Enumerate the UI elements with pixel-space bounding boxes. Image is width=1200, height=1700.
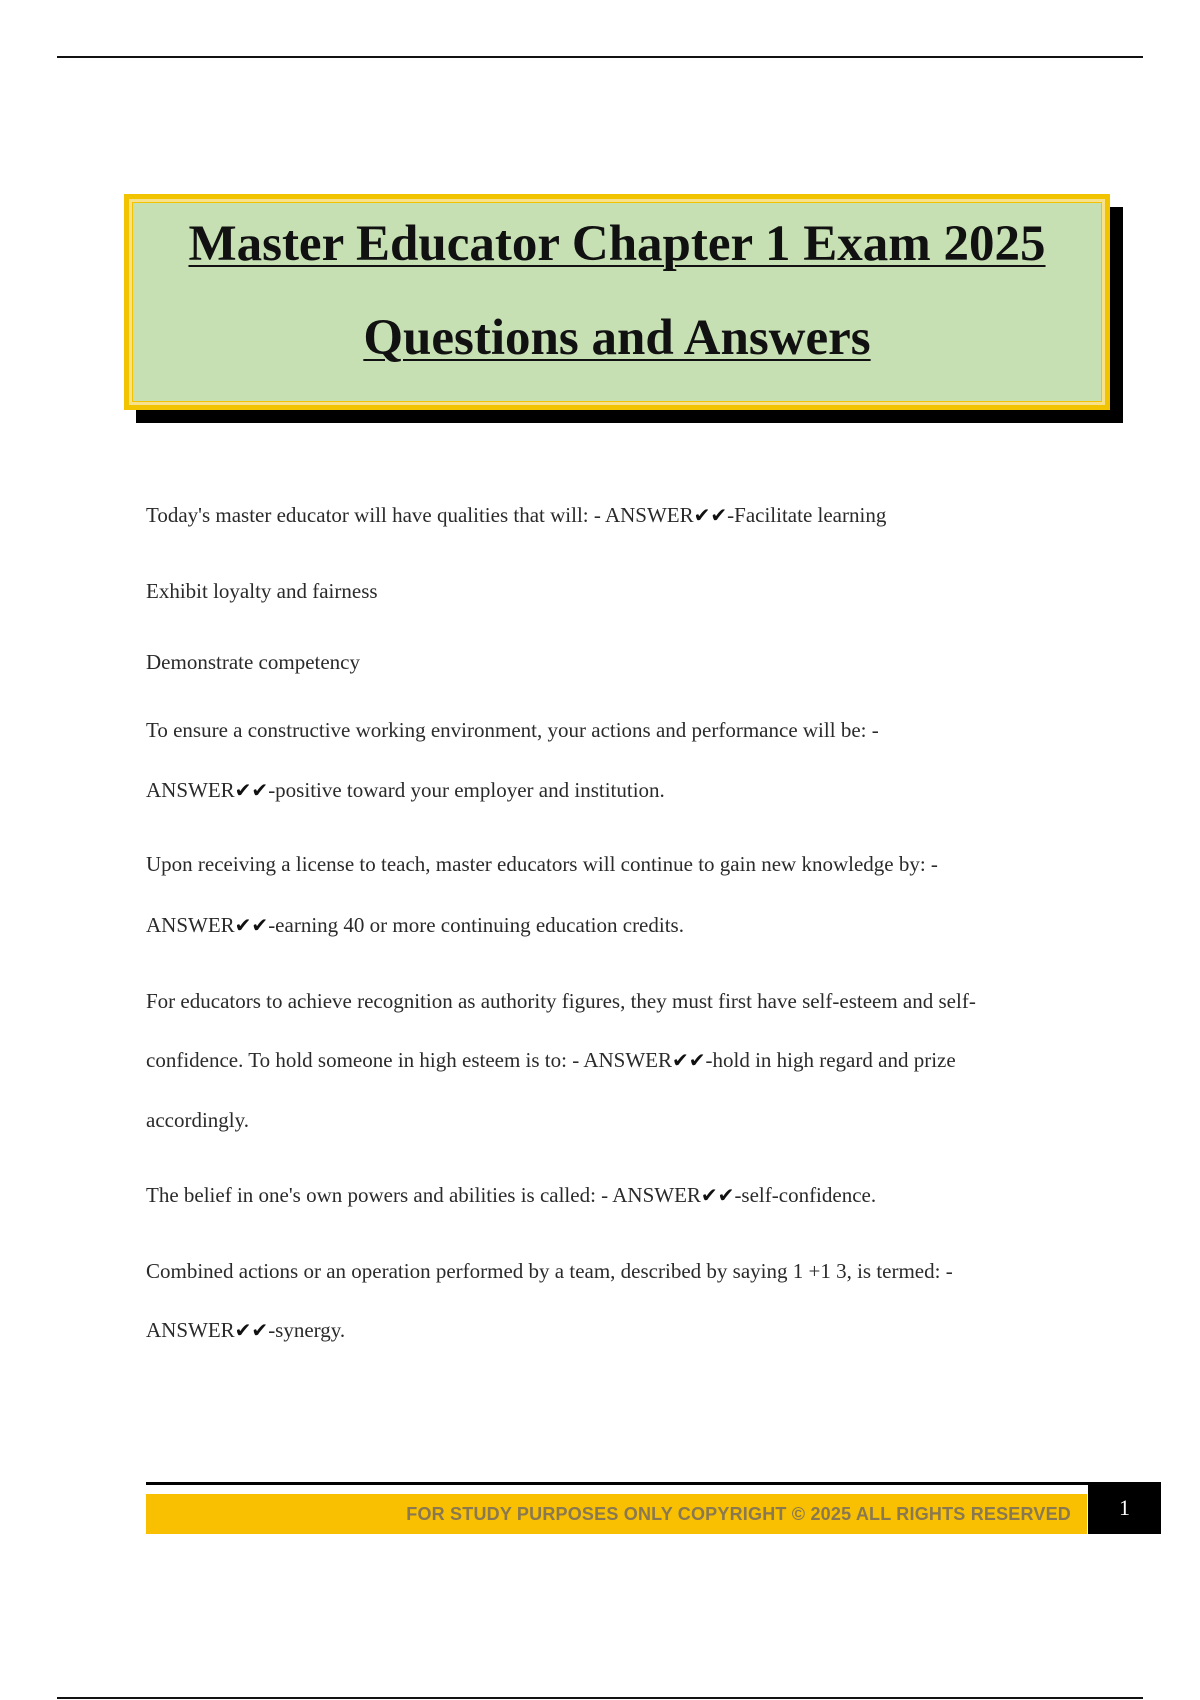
qa-line-9: confidence. To hold someone in high esteem is to: - ANSWER✔✔-hold in high regard and prize [146,1048,956,1072]
qa-line-13: ANSWER✔✔-synergy. [146,1318,346,1342]
footer-copyright: FOR STUDY PURPOSES ONLY COPYRIGHT © 2025 ALL RIGHTS RESERVED [406,1503,1071,1524]
document-title-line-2: Questions and Answers [363,310,871,366]
check-icon: ✔✔ [700,1182,735,1207]
document-title-line-1: Master Educator Chapter 1 Exam 2025 [188,216,1046,272]
qa-line-10: accordingly. [146,1108,250,1133]
qa-content [146,502,1086,1343]
check-icon: ✔✔ [671,1048,706,1072]
qa-line-8: For educators to achieve recognition as authority figures, they must first have self-esteem and self- [146,988,976,1013]
check-icon: ✔✔ [234,1318,269,1342]
check-icon: ✔✔ [234,778,269,802]
qa-line-1: Today's master educator will have qualities that will: - ANSWER✔✔-Facilitate learning [146,503,887,527]
check-icon: ✔✔ [234,912,269,937]
qa-line-2: Exhibit loyalty and fairness [146,579,378,604]
title-box [124,194,1110,410]
qa-line-7: ANSWER✔✔-earning 40 or more continuing education credits. [146,912,684,937]
footer-rule [146,1482,1088,1485]
qa-line-4: To ensure a constructive working environment, your actions and performance will be: - [146,717,879,742]
qa-line-5: ANSWER✔✔-positive toward your employer and institution. [146,778,665,802]
qa-line-3: Demonstrate competency [146,649,360,674]
qa-line-6: Upon receiving a license to teach, master educators will continue to gain new knowledge by: - [146,852,938,877]
qa-line-12: Combined actions or an operation performed by a team, described by saying 1 +1 3, is termed: - [146,1258,953,1283]
top-rule [57,56,1143,58]
check-icon: ✔✔ [693,503,728,527]
page-number: 1 [1088,1482,1161,1534]
qa-line-11: The belief in one's own powers and abilities is called: - ANSWER✔✔-self-confidence. [146,1182,877,1207]
footer-band [146,1494,1087,1534]
bottom-rule [57,1697,1143,1699]
